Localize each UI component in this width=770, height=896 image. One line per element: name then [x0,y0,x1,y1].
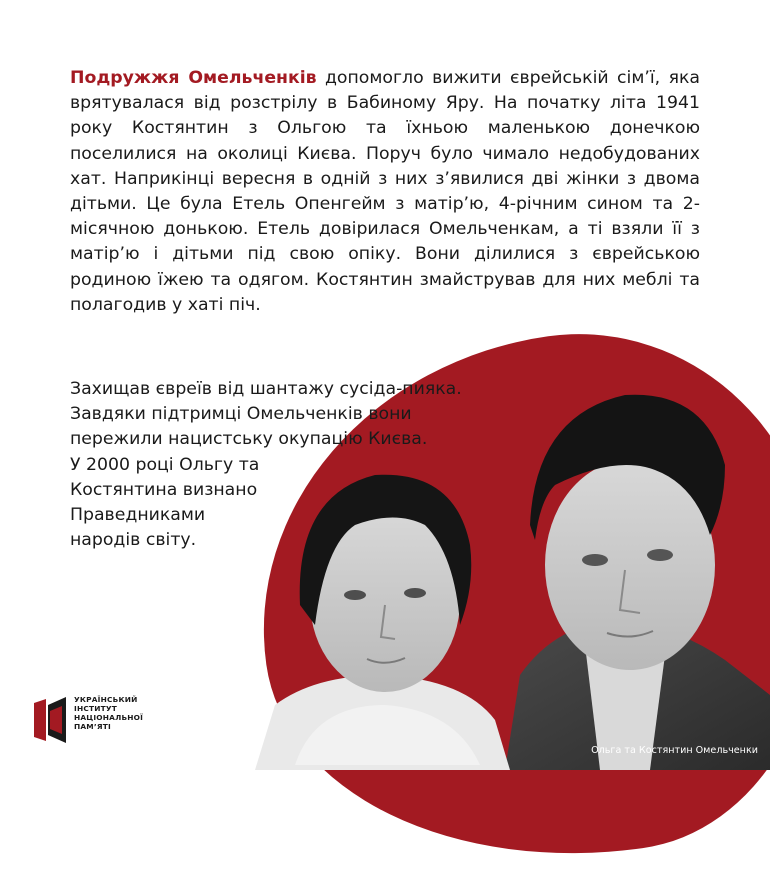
logo-text-line: ПАМ’ЯТІ [74,722,111,731]
logo-text-line: НАЦІОНАЛЬНОЇ [74,713,144,722]
article-tail-line: Захищав євреїв від шантажу сусіда-пияка. [70,379,462,399]
article-paragraph-text: допомогло вижити єврейській сім’ї, яка врятувалася від розстрілу в Бабиному Яру. На початку літа 1941 року Костянтин з Ольгою та їхньою маленькою донечкою поселилися на околиці Києва. Поруч було чимало недобудованих хат. Наприкінці вересня в одній з них з’явилися дві жінки з двома дітьми. Це була Етель Опенгейм з матір’ю, 4-річним сином та 2-місячною донькою. Етель довірилася Омельченкам, а ті взяли її з матір’ю і дітьми під свою опіку. Вони ділилися з єврейською родиною їжею та одягом. Костянтин змайстрував для них меблі та полагодив у хаті піч. [70,68,700,315]
article-tail-line: Праведниками [70,505,206,526]
logo-text-line: ІНСТИТУТ [74,704,117,713]
article-tail-line: пережили нацистську окупацію Києва. [70,429,428,450]
article-tail [70,377,500,553]
article-paragraph [70,66,700,318]
logo-text-line: УКРАЇНСЬКИЙ [74,695,138,704]
institute-logo [32,695,164,745]
article-tail-line: Завдяки підтримці Омельченків вони [70,404,412,425]
article-lead: Подружжя Омельченків [70,68,317,88]
article-tail-line: народів світу. [70,530,197,551]
article-tail-line: Костянтина визнано [70,479,258,500]
institute-logo-icon [32,695,68,745]
photo-caption: Ольга та Костянтин Омельченки [591,745,758,756]
article-tail-line: У 2000 році Ольгу та [70,454,260,475]
